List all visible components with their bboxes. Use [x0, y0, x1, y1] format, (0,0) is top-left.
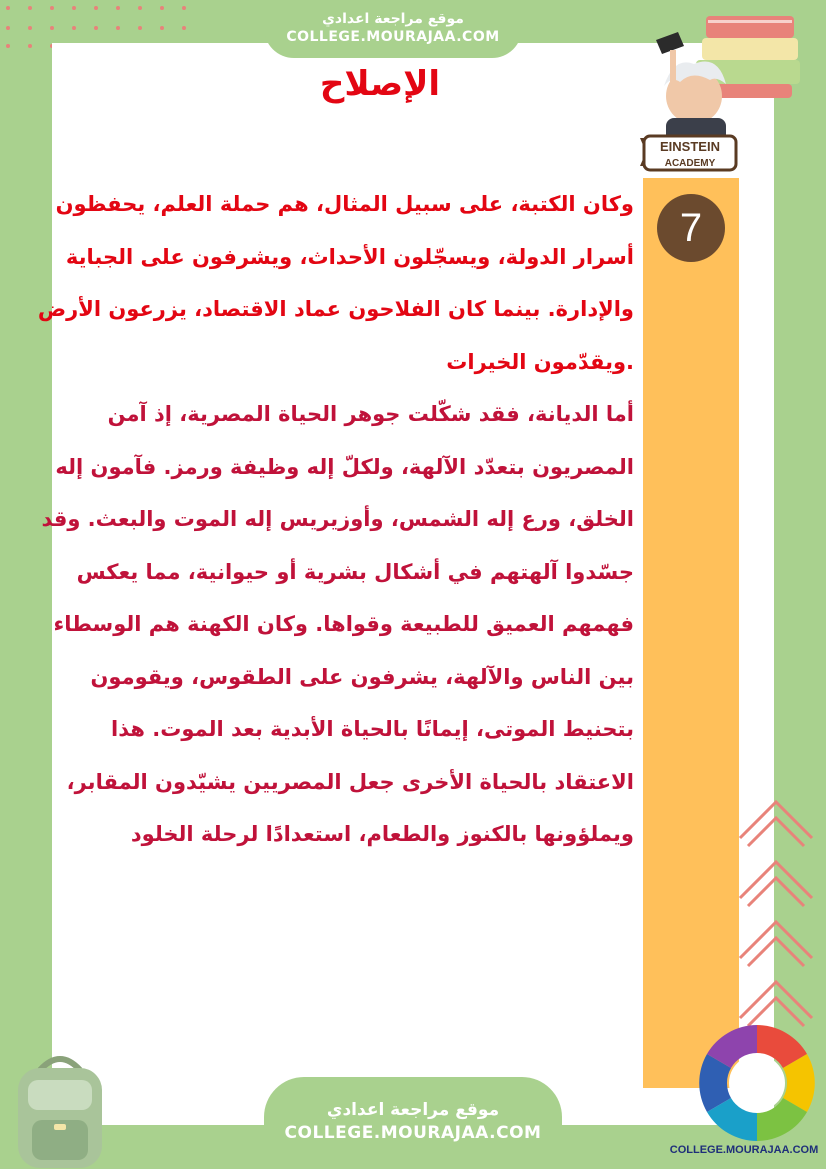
corner-site-url[interactable]: COLLEGE.MOURAJAA.COM	[669, 1144, 819, 1156]
logo-line2: ACADEMY	[664, 158, 716, 169]
body-text	[37, 178, 634, 861]
footer-site-name: موقع مراجعة اعدادي	[326, 1100, 500, 1120]
paragraph-1	[37, 178, 634, 388]
text-line: أما الديانة، فقد شكّلت جوهر الحياة المصرية، إذ آمن	[107, 402, 634, 426]
backpack-icon	[0, 1050, 120, 1169]
text-line: ويملؤونها بالكنوز والطعام، استعدادًا لرحلة الخلود	[130, 822, 634, 846]
logo-line1: EINSTEIN	[660, 139, 720, 154]
header-badge	[264, 0, 522, 58]
text-line: بين الناس والآلهة، يشرفون على الطقوس، ويقومون	[90, 664, 634, 689]
text-line: بتحنيط الموتى، إيمانًا بالحياة الأبدية بعد الموت. هذا	[111, 717, 634, 741]
page-number-badge: 7	[657, 194, 725, 262]
page-title: الإصلاح	[319, 64, 441, 104]
header-site-url[interactable]: COLLEGE.MOURAJAA.COM	[286, 29, 500, 45]
text-line: الاعتقاد بالحياة الأخرى جعل المصريين يشيّدون المقابر،	[66, 769, 634, 794]
footer-badge	[264, 1077, 562, 1169]
text-line: .ويقدّمون الخيرات	[446, 349, 634, 374]
einstein-academy-logo	[636, 10, 806, 180]
text-line: والإدارة. بينما كان الفلاحون عماد الاقتصاد، يزرعون الأرض	[37, 297, 634, 321]
text-line: فهمهم العميق للطبيعة وقواها. وكان الكهنة هم الوسطاء	[53, 612, 634, 636]
text-line: وكان الكتبة، على سبيل المثال، هم حملة العلم، يحفظون	[55, 192, 634, 216]
text-line: الخلق، ورع إله الشمس، وأوزيريس إله الموت والبعث. وقد	[41, 507, 634, 531]
side-accent-bar	[643, 178, 739, 1088]
chevron-up-decoration-icon	[736, 790, 816, 1040]
footer-site-url[interactable]: COLLEGE.MOURAJAA.COM	[284, 1123, 542, 1143]
text-line: أسرار الدولة، ويسجّلون الأحداث، ويشرفون على الجباية	[65, 244, 634, 269]
subjects-wheel-logo	[696, 1022, 818, 1144]
paragraph-2	[41, 388, 634, 861]
text-line: المصريون بتعدّد الآلهة، ولكلّ إله وظيفة ورمز. فآمون إله	[55, 454, 634, 479]
text-line: جسّدوا آلهتهم في أشكال بشرية أو حيوانية، مما يعكس	[76, 559, 634, 584]
header-site-name: موقع مراجعة اعدادي	[322, 11, 464, 27]
